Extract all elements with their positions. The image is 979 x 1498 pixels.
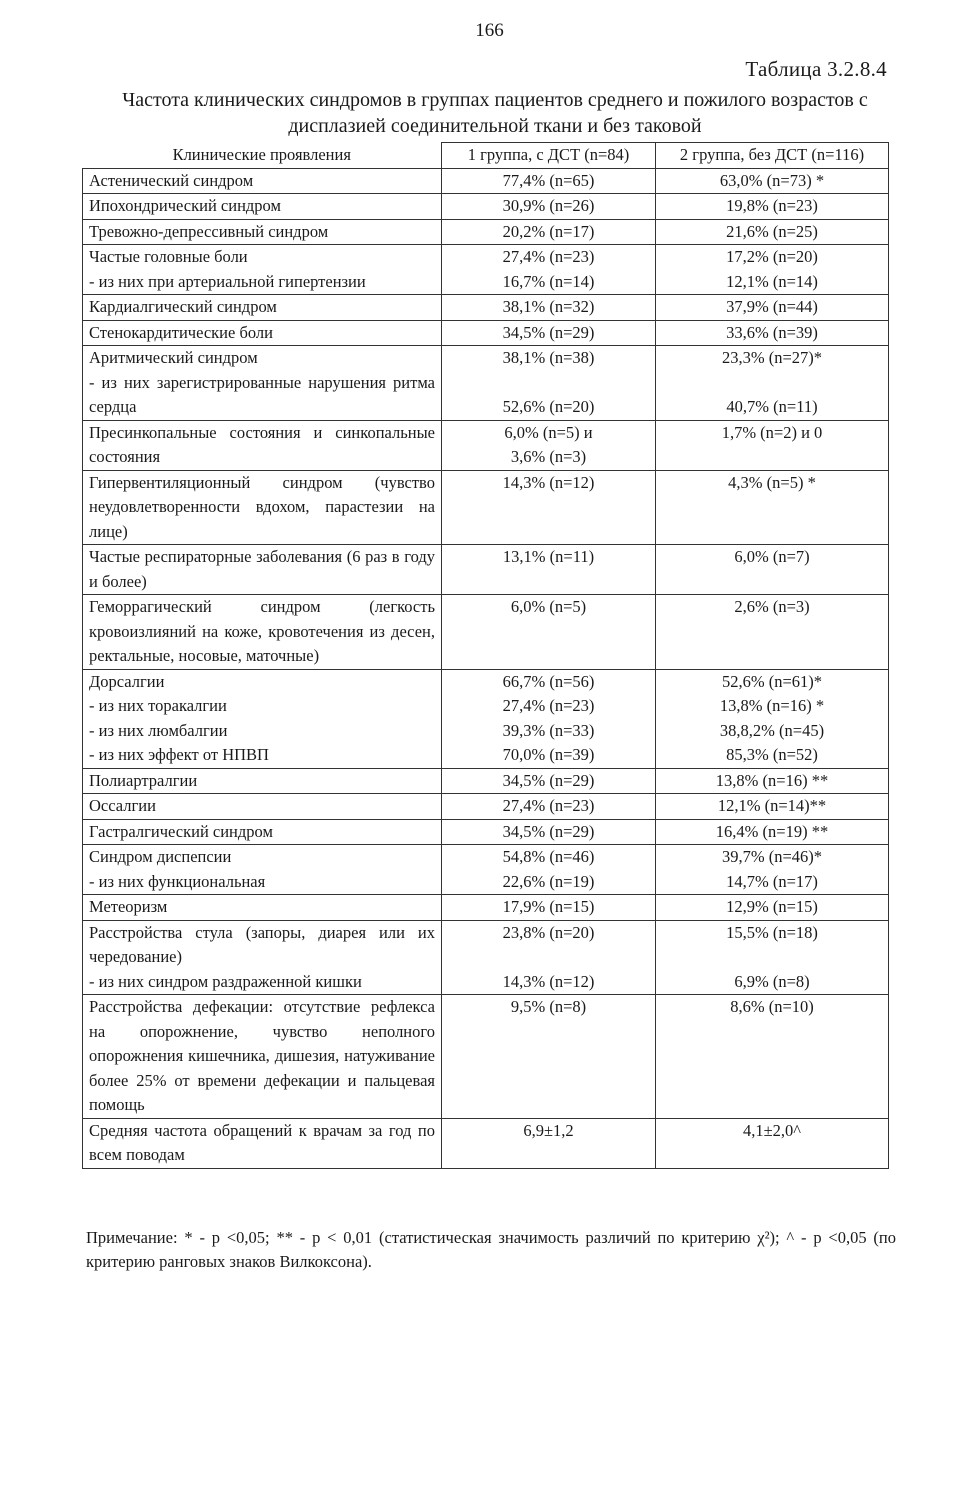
group-1-value: 27,4% (n=23) bbox=[442, 794, 656, 820]
row-label: Аритмический синдром bbox=[89, 348, 258, 367]
row-sublabel: - из них функциональная bbox=[89, 871, 266, 891]
group-1-value: 34,5% (n=29) bbox=[442, 768, 656, 794]
row-label: Дорсалгии bbox=[89, 671, 165, 691]
group-2-value-block bbox=[656, 346, 889, 421]
group-1-value: 34,5% (n=29) bbox=[442, 819, 656, 845]
group-1-value: 38,1% (n=32) bbox=[442, 295, 656, 321]
row-label-block bbox=[83, 346, 442, 421]
row-label: Геморрагический синдром (легкость кровоизлияний на коже, кровотечения из десен, ректальные, носовые, маточные) bbox=[83, 595, 442, 670]
group-2-value: 23,3% (n=27)* bbox=[721, 348, 823, 367]
table-row bbox=[83, 470, 889, 545]
group-2-value: 39,7% (n=46)* bbox=[721, 847, 823, 866]
row-sublabel: - из них зарегистрированные нарушения ритма сердца bbox=[89, 372, 435, 416]
row-label-block bbox=[83, 920, 442, 995]
group-2-value: 13,8% (n=16) ** bbox=[656, 768, 889, 794]
group-1-value-block bbox=[442, 845, 656, 895]
table-row bbox=[83, 545, 889, 595]
group-1-value: 77,4% (n=65) bbox=[442, 168, 656, 194]
table-caption: Частота клинических синдромов в группах пациентов среднего и пожилого возрастов с дисплазией соединительной ткани и без таковой bbox=[122, 89, 868, 137]
row-label-block bbox=[83, 669, 442, 768]
table-row bbox=[83, 845, 889, 895]
group-1-value: 27,4% (n=23) bbox=[502, 247, 595, 266]
table-row bbox=[83, 768, 889, 794]
row-label: Средняя частота обращений к врачам за год по всем поводам bbox=[83, 1118, 442, 1168]
group-1-value: 70,0% (n=39) bbox=[502, 745, 595, 764]
group-2-value: 52,6% (n=61)* bbox=[721, 671, 823, 691]
group-1-value: 39,3% (n=33) bbox=[502, 720, 595, 740]
table-row bbox=[83, 895, 889, 921]
group-1-value: 66,7% (n=56) bbox=[502, 671, 595, 691]
group-1-value-block bbox=[442, 245, 656, 295]
group-1-value: 16,7% (n=14) bbox=[502, 271, 595, 291]
table-row bbox=[83, 245, 889, 295]
row-label: Астенический синдром bbox=[83, 168, 442, 194]
group-2-value: 12,1% (n=14)** bbox=[656, 794, 889, 820]
table-header-row bbox=[83, 143, 889, 169]
group-1-value: 38,1% (n=38) bbox=[502, 348, 595, 367]
group-1-value: 34,5% (n=29) bbox=[442, 320, 656, 346]
group-2-value: 8,6% (n=10) bbox=[656, 995, 889, 1119]
group-1-value: 6,9±1,2 bbox=[442, 1118, 656, 1168]
table-row bbox=[83, 595, 889, 670]
row-sublabel: - из них эффект от НПВП bbox=[89, 745, 269, 764]
group-2-value: 19,8% (n=23) bbox=[656, 194, 889, 220]
group-2-value: 40,7% (n=11) bbox=[726, 397, 818, 416]
table-row bbox=[83, 794, 889, 820]
group-1-value: 52,6% (n=20) bbox=[502, 397, 595, 416]
row-label: Оссалгии bbox=[83, 794, 442, 820]
group-2-value-block bbox=[656, 245, 889, 295]
group-2-value: 63,0% (n=73) * bbox=[656, 168, 889, 194]
table-row bbox=[83, 819, 889, 845]
row-label: Полиартралгии bbox=[83, 768, 442, 794]
row-sublabel: - из них торакалгии bbox=[89, 696, 227, 715]
row-label: Расстройства стула (запоры, диарея или их чередование) bbox=[89, 922, 435, 966]
group-1-value: 13,1% (n=11) bbox=[442, 545, 656, 595]
group-2-value: 13,8% (n=16) * bbox=[719, 696, 825, 715]
group-1-value: 30,9% (n=26) bbox=[442, 194, 656, 220]
table-id: Таблица 3.2.8.4 bbox=[745, 57, 887, 81]
group-1-value-block bbox=[442, 669, 656, 768]
row-sublabel: - из них при артериальной гипертензии bbox=[89, 271, 366, 291]
group-1-value-block bbox=[442, 920, 656, 995]
group-2-value: 12,1% (n=14) bbox=[726, 271, 818, 291]
header-group-2: 2 группа, без ДСТ (n=116) bbox=[656, 143, 889, 169]
row-label: Ипохондрический синдром bbox=[83, 194, 442, 220]
row-label: Частые респираторные заболевания (6 раз в году и более) bbox=[83, 545, 442, 595]
group-1-value: 17,9% (n=15) bbox=[442, 895, 656, 921]
group-2-value-block bbox=[656, 845, 889, 895]
table-row bbox=[83, 194, 889, 220]
group-2-value: 85,3% (n=52) bbox=[726, 745, 818, 764]
group-2-value: 2,6% (n=3) bbox=[656, 595, 889, 670]
group-2-value: 37,9% (n=44) bbox=[656, 295, 889, 321]
table-row bbox=[83, 920, 889, 995]
row-label: Частые головные боли bbox=[89, 247, 248, 266]
row-label: Гастралгический синдром bbox=[83, 819, 442, 845]
group-1-value: 23,8% (n=20) bbox=[502, 922, 595, 942]
table-row bbox=[83, 669, 889, 768]
row-label-block bbox=[83, 845, 442, 895]
group-2-value: 33,6% (n=39) bbox=[656, 320, 889, 346]
table-row bbox=[83, 995, 889, 1119]
group-2-value: 4,3% (n=5) * bbox=[656, 470, 889, 545]
table-row bbox=[83, 320, 889, 346]
header-clinical-manifestations: Клинические проявления bbox=[83, 143, 442, 169]
group-1-value: 14,3% (n=12) bbox=[502, 971, 595, 991]
group-1-value: 20,2% (n=17) bbox=[442, 219, 656, 245]
group-1-value: 6,0% (n=5) и 3,6% (n=3) bbox=[442, 420, 656, 470]
group-1-value: 6,0% (n=5) bbox=[442, 595, 656, 670]
clinical-syndromes-table bbox=[82, 142, 889, 1169]
group-2-value-block bbox=[656, 669, 889, 768]
row-label-block bbox=[83, 245, 442, 295]
table-row bbox=[83, 346, 889, 421]
group-2-value: 17,2% (n=20) bbox=[726, 247, 818, 266]
group-2-value-block bbox=[656, 920, 889, 995]
row-label: Синдром диспепсии bbox=[89, 847, 232, 866]
page-number: 166 bbox=[475, 20, 504, 41]
table-row bbox=[83, 295, 889, 321]
group-2-value: 21,6% (n=25) bbox=[656, 219, 889, 245]
table-row bbox=[83, 168, 889, 194]
row-label: Гипервентиляционный синдром (чувство неудовлетворенности вдохом, парастезии на лице) bbox=[83, 470, 442, 545]
group-1-value: 14,3% (n=12) bbox=[442, 470, 656, 545]
group-2-value: 16,4% (n=19) ** bbox=[656, 819, 889, 845]
row-label: Метеоризм bbox=[83, 895, 442, 921]
group-1-value: 27,4% (n=23) bbox=[502, 696, 595, 715]
table-row bbox=[83, 420, 889, 470]
header-group-1: 1 группа, с ДСТ (n=84) bbox=[442, 143, 656, 169]
table-row bbox=[83, 1118, 889, 1168]
group-2-value: 6,9% (n=8) bbox=[734, 971, 810, 991]
group-2-value: 14,7% (n=17) bbox=[726, 871, 818, 891]
table-footnote: Примечание: * - p <0,05; ** - p < 0,01 (статистическая значимость различий по критерию χ²); ^ - p <0,05 (по критерию ранговых знаков Вилкоксона). bbox=[86, 1228, 896, 1271]
group-1-value-block bbox=[442, 346, 656, 421]
row-label: Кардиалгический синдром bbox=[83, 295, 442, 321]
group-1-value: 9,5% (n=8) bbox=[442, 995, 656, 1119]
group-2-value: 12,9% (n=15) bbox=[656, 895, 889, 921]
group-2-value: 4,1±2,0^ bbox=[656, 1118, 889, 1168]
row-sublabel: - из них синдром раздраженной кишки bbox=[89, 971, 362, 991]
row-label: Стенокардитические боли bbox=[83, 320, 442, 346]
group-1-value: 22,6% (n=19) bbox=[502, 871, 595, 891]
table-row bbox=[83, 219, 889, 245]
group-2-value: 1,7% (n=2) и 0 bbox=[656, 420, 889, 470]
group-2-value: 6,0% (n=7) bbox=[656, 545, 889, 595]
row-sublabel: - из них люмбалгии bbox=[89, 720, 228, 740]
group-1-value: 54,8% (n=46) bbox=[502, 847, 595, 866]
group-2-value: 15,5% (n=18) bbox=[726, 922, 818, 942]
row-label: Пресинкопальные состояния и синкопальные состояния bbox=[83, 420, 442, 470]
row-label: Расстройства дефекации: отсутствие рефлекса на опорожнение, чувство неполного опорожнения кишечника, дишезия, натуживание более 25% от времени дефекации и пальцевая помощь bbox=[83, 995, 442, 1119]
row-label: Тревожно-депрессивный синдром bbox=[83, 219, 442, 245]
group-2-value: 38,8,2% (n=45) bbox=[719, 720, 825, 740]
